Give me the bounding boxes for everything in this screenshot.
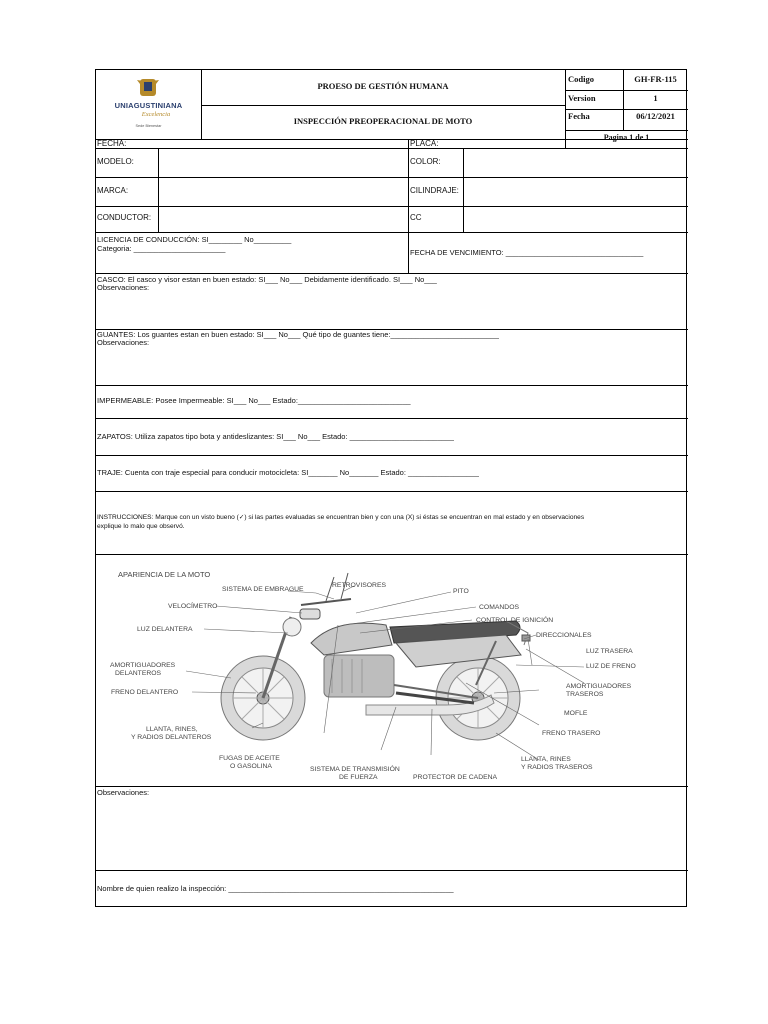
row-rule [96,139,688,140]
label-sistema-embrague: SISTEMA DE EMBRAGUE [222,586,304,593]
casco-line: CASCO: El casco y visor estan en buen estado: SI___ No___ Debidamente identificado. SI___ No___ [97,275,437,284]
traje-line: TRAJE: Cuenta con traje especial para conducir motocicleta: SI_______ No_______ Estado: _________________ [97,468,479,477]
label-modelo: MODELO: [97,157,134,166]
label-retrovisores: RETROVISORES [332,582,387,589]
row-rule [96,385,688,386]
label-transmision: SISTEMA DE TRANSMISIÓN [310,766,400,773]
row-rule [96,455,688,456]
label-luz-trasera: LUZ TRASERA [586,648,633,655]
org-tagline: Excelencia [141,111,171,118]
row-rule [96,273,688,274]
page-number: Pagina 1 de 1 [603,133,650,142]
label-direccionales: DIRECCIONALES [536,632,592,639]
label-control-ignicion: CONTROL DE IGNICIÓN [476,617,554,624]
diagram-title: APARIENCIA DE LA MOTO [118,570,211,579]
row-rule [96,177,688,178]
row-rule [96,232,688,233]
licencia-line: LICENCIA DE CONDUCCIÓN: SI________ No_________ [97,235,292,244]
label-cilindraje: CILINDRAJE: [410,186,459,195]
inspection-form [95,69,687,907]
form-title: INSPECCIÓN PREOPERACIONAL DE MOTO [293,116,473,126]
row-rule [96,418,688,419]
label-marca: MARCA: [97,186,129,195]
label-placa: PLACA: [410,139,439,148]
motorcycle-icon [221,573,530,740]
col-rule [463,148,464,232]
motorcycle-diagram [96,555,688,786]
label-comandos: COMANDOS [479,604,520,611]
header-rule [565,109,688,110]
label-luz-freno: LUZ DE FRENO [586,663,636,670]
meta-label-codigo: Codigo [568,74,594,84]
meta-label-fecha: Fecha [568,111,590,121]
row-rule [96,206,688,207]
label-luz-delantera: LUZ DELANTERA [137,626,193,633]
label-conductor: CONDUCTOR: [97,213,152,222]
zapatos-line: ZAPATOS: Utiliza zapatos tipo bota y antideslizantes: SI___ No___ Estado: _________________________ [97,432,454,441]
nombre-inspector-line: Nombre de quien realizo la inspección: ______________________________________________________ [97,884,454,893]
label-llanta-trasera-2: Y RADIOS TRASEROS [521,764,593,771]
label-cc: CC [410,213,422,222]
label-fecha: FECHA: [97,139,127,148]
label-llanta-delantera: LLANTA, RINES, [146,726,198,733]
observaciones-label: Observaciones: [97,788,150,797]
col-rule [158,148,159,232]
label-amort-delanteros: AMORTIGUADORES [110,662,176,669]
process-title: PROESO DE GESTIÓN HUMANA [317,81,449,91]
label-freno-trasero: FRENO TRASERO [542,730,601,737]
label-fugas-2: O GASOLINA [230,763,272,770]
label-mofle: MOFLE [564,710,588,717]
header-rule [201,105,565,106]
row-rule [96,491,688,492]
label-llanta-delantera-2: Y RADIOS DELANTEROS [131,734,212,741]
org-logo [96,70,201,139]
label-freno-delantero: FRENO DELANTERO [111,689,179,696]
row-rule [96,148,688,149]
label-amort-traseros: AMORTIGUADORES [566,683,632,690]
header-rule [565,90,688,91]
org-name: UNIAGUSTINIANA [114,101,183,110]
label-pito: PITO [453,588,469,595]
row-rule [96,786,688,787]
impermeable-line: IMPERMEABLE: Posee Impermeable: SI___ No___ Estado:___________________________ [97,396,411,405]
label-transmision-2: DE FUERZA [339,774,378,781]
guantes-observaciones: Observaciones: [97,338,150,347]
header-rule [565,130,688,131]
label-color: COLOR: [410,157,441,166]
meta-value-codigo: GH-FR-115 [634,74,677,84]
instrucciones-line-2: explique lo malo que observó. [97,523,185,530]
meta-value-fecha: 06/12/2021 [636,111,675,121]
categoria-line: Categoria: ______________________ [97,244,226,253]
vencimiento-line: FECHA DE VENCIMIENTO: _________________________________ [410,248,644,257]
instrucciones-line: INSTRUCCIONES: Marque con un visto bueno (✓) si las partes evaluadas se encuentran bien y con una (X) si éstas se encuentran en mal estado y en observaciones [97,514,585,521]
row-rule [96,870,688,871]
label-llanta-trasera: LLANTA, RINES [521,756,571,763]
meta-label-version: Version [568,93,596,103]
meta-value-version: 1 [653,93,658,103]
guantes-line: GUANTES: Los guantes estan en buen estado: SI___ No___ Qué tipo de guantes tiene:__________________________ [97,330,499,339]
col-rule [408,139,409,273]
casco-observaciones: Observaciones: [97,283,150,292]
label-protector-cadena: PROTECTOR DE CADENA [413,774,498,781]
label-fugas: FUGAS DE ACEITE [219,755,280,762]
label-velocimetro: VELOCÍMETRO [168,603,218,610]
org-subtitle: Sede Bienestar [135,124,162,128]
label-amort-traseros-2: TRASEROS [566,691,604,698]
label-amort-delanteros-2: DELANTEROS [115,670,162,677]
